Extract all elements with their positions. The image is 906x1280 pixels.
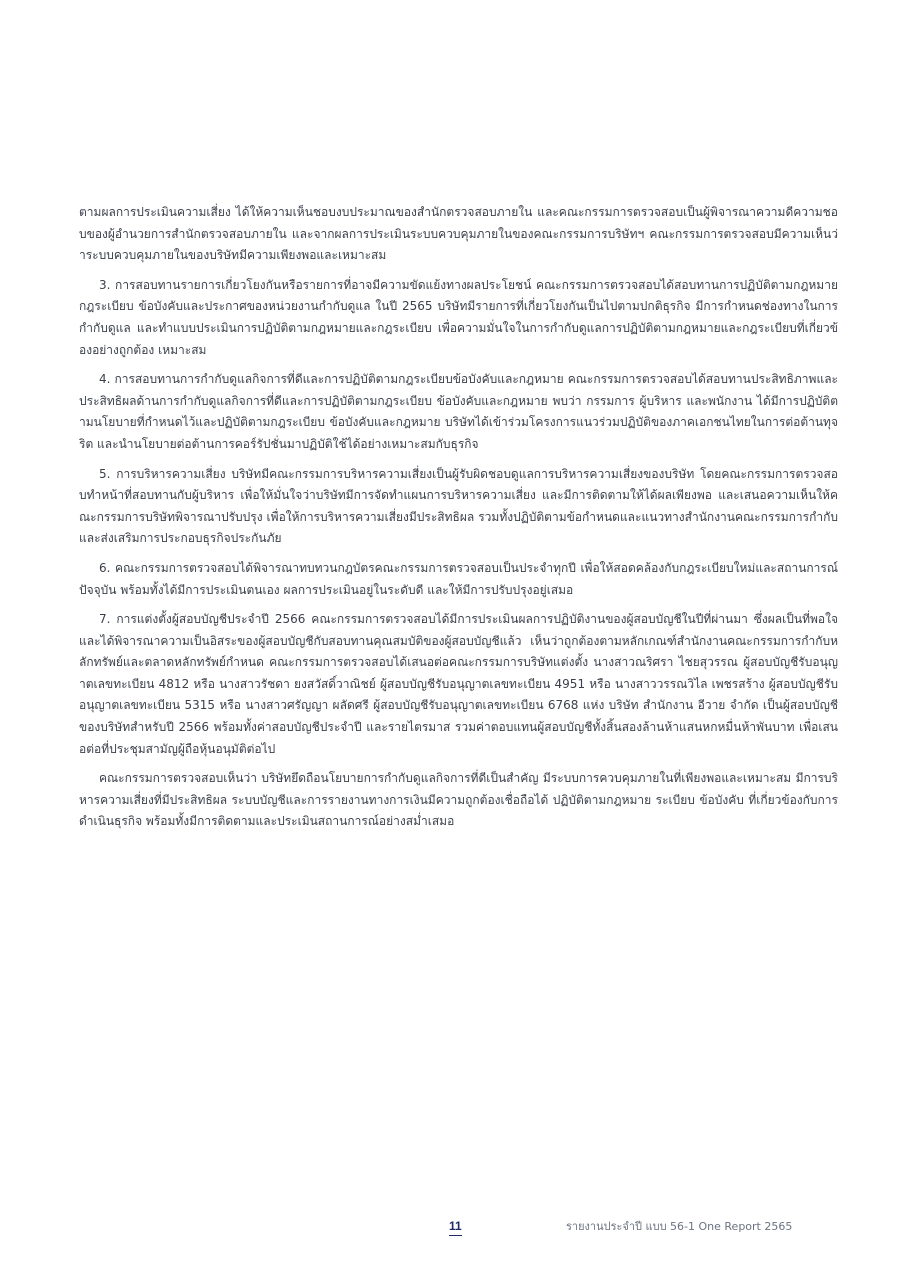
paragraph-conclusion: คณะกรรมการตรวจสอบเห็นว่า บริษัทยึดถือนโยบายการกำกับดูแลกิจการที่ดีเป็นสำคัญ มีระบบการควบคุมภายในที่เพียงพอและเหมาะสม มีการบริหารความเสี่ยงที่มีประสิทธิผล ระบบบัญชีและการรายงานทางการเงินมีความถูกต้องเชื่อถือได้ ปฏิบัติตามกฎหมาย ระเบียบ ข้อบังคับ ที่เกี่ยวข้องกับการดำเนินธุรกิจ พร้อมทั้งมีการติดตามและประเมินสถานการณ์อย่างสม่ำเสมอ	[79, 771, 838, 829]
paragraph-charter-review: 6. คณะกรรมการตรวจสอบได้พิจารณาทบทวนกฎบัตรคณะกรรมการตรวจสอบเป็นประจำทุกปี เพื่อให้สอดคล้องกับกฎระเบียบใหม่และสถานการณ์ปัจจุบัน พร้อมทั้งได้มีการประเมินตนเอง ผลการประเมินอยู่ในระดับดี และให้มีการปรับปรุงอยู่เสมอ	[79, 560, 838, 597]
document-body	[79, 202, 838, 841]
paragraph-auditor-appointment: 7. การแต่งตั้งผู้สอบบัญชีประจำปี 2566 คณะกรรมการตรวจสอบได้มีการประเมินผลการปฏิบัติงานของผู้สอบบัญชีในปีที่ผ่านมา ซึ่งผลเป็นที่พอใจ และได้พิจารณาความเป็นอิสระของผู้สอบบัญชีกับสอบทานคุณสมบัติของผู้สอบบัญชีแล้ว เห็นว่าถูกต้องตามหลักเกณฑ์สำนักงานคณะกรรมการกำกับหลักทรัพย์และตลาดหลักทรัพย์กำหนด คณะกรรมการตรวจสอบได้เสนอต่อคณะกรรมการบริษัทแต่งตั้ง นางสาวณริศรา ไชยสุวรรณ ผู้สอบบัญชีรับอนุญาตเลขทะเบียน 4812 หรือ นางสาวรัชดา ยงสวัสดิ์วาณิชย์ ผู้สอบบัญชีรับอนุญาตเลขทะเบียน 4951 หรือ นางสาววรรณวิไล เพชรสร้าง ผู้สอบบัญชีรับอนุญาตเลขทะเบียน 5315 หรือ นางสาวศรัญญา ผลัดศรี ผู้สอบบัญชีรับอนุญาตเลขทะเบียน 6768 แห่ง บริษัท สำนักงาน อีวาย จำกัด เป็นผู้สอบบัญชีของบริษัทสำหรับปี 2566 พร้อมทั้งค่าสอบบัญชีประจำปี และรายไตรมาส รวมค่าตอบแทนผู้สอบบัญชีทั้งสิ้นสองล้านห้าแสนหกหมื่นห้าพันบาท เพื่อเสนอต่อที่ประชุมสามัญผู้ถือหุ้นอนุมัติต่อไป	[79, 612, 838, 756]
report-title: รายงานประจำปี แบบ 56-1 One Report 2565	[566, 1220, 793, 1233]
page-number: 11	[449, 1219, 462, 1236]
paragraph-corporate-governance: 4. การสอบทานการกำกับดูแลกิจการที่ดีและการปฏิบัติตามกฎระเบียบข้อบังคับและกฎหมาย คณะกรรมการตรวจสอบได้สอบทานประสิทธิภาพและประสิทธิผลด้านการกำกับดูแลกิจการที่ดีและการปฏิบัติตามกฎระเบียบ ข้อบังคับและกฎหมาย พบว่า กรรมการ ผู้บริหาร และพนักงาน ได้มีการปฏิบัติตามนโยบายที่กำหนดไว้และปฏิบัติตามกฎระเบียบ ข้อบังคับและกฎหมาย บริษัทได้เข้าร่วมโครงการแนวร่วมปฏิบัติของภาคเอกชนไทยในการต่อต้านทุจริต และนำนโยบายต่อต้านการคอร์รัปชั่นมาปฏิบัติใช้ได้อย่างเหมาะสมกับธุรกิจ	[79, 372, 838, 451]
paragraph-related-transactions: 3. การสอบทานรายการเกี่ยวโยงกันหรือรายการที่อาจมีความขัดแย้งทางผลประโยชน์ คณะกรรมการตรวจสอบได้สอบทานการปฏิบัติตามกฎหมาย กฎระเบียบ ข้อบังคับและประกาศของหน่วยงานกำกับดูแล ในปี 2565 บริษัทมีรายการที่เกี่ยวโยงกันเป็นไปตามปกติธุรกิจ มีการกำหนดช่องทางในการกำกับดูแล และทำแบบประเมินการปฏิบัติตามกฎหมายและกฎระเบียบ เพื่อความมั่นใจในการกำกับดูแลการปฏิบัติตามกฎหมายและกฎระเบียบที่เกี่ยวข้องอย่างถูกต้อง เหมาะสม	[79, 277, 838, 357]
page-footer	[0, 1219, 906, 1243]
paragraph-risk-management: 5. การบริหารความเสี่ยง บริษัทมีคณะกรรมการบริหารความเสี่ยงเป็นผู้รับผิดชอบดูแลการบริหารความเสี่ยงของบริษัท โดยคณะกรรมการตรวจสอบทำหน้าที่สอบทานกับผู้บริหาร เพื่อให้มั่นใจว่าบริษัทมีการจัดทำแผนการบริหารความเสี่ยง และมีการติดตามให้ได้ผลเพียงพอ และเสนอความเห็นให้คณะกรรมการบริษัทพิจารณาปรับปรุง เพื่อให้การบริหารความเสี่ยงมีประสิทธิผล รวมทั้งปฏิบัติตามข้อกำหนดและแนวทางสำนักงานคณะกรรมการกำกับและส่งเสริมการประกอบธุรกิจประกันภัย	[79, 466, 838, 546]
paragraph-audit-committee-opinion: ตามผลการประเมินความเสี่ยง ได้ให้ความเห็นชอบงบประมาณของสำนักตรวจสอบภายใน และคณะกรรมการตรวจสอบเป็นผู้พิจารณาความดีความชอบของผู้อำนวยการสำนักตรวจสอบภายใน และจากผลการประเมินระบบควบคุมภายในของคณะกรรมการบริษัทฯ คณะกรรมการตรวจสอบมีความเห็นว่าระบบควบคุมภายในของบริษัทมีความเพียงพอและเหมาะสม	[79, 205, 838, 263]
